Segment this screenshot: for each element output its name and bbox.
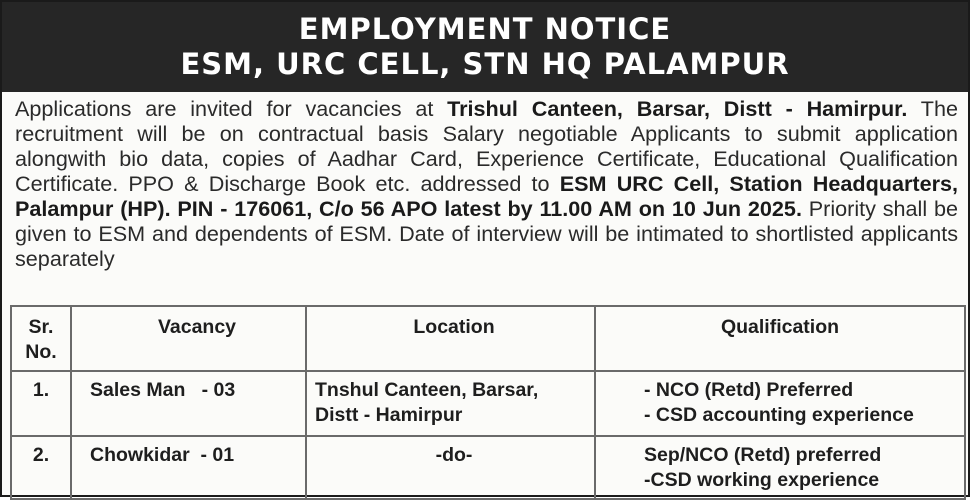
cell-sr: 2. bbox=[11, 436, 71, 499]
cell-location bbox=[306, 436, 595, 499]
location-line: Tnshul Canteen, Barsar, bbox=[315, 379, 539, 401]
qualification-line: -CSD working experience bbox=[644, 469, 880, 491]
cell-qualification bbox=[595, 371, 965, 436]
header-vacancy: Vacancy bbox=[71, 306, 306, 371]
header-sr-no: Sr. No. bbox=[11, 306, 71, 371]
qualification-line: - CSD accounting experience bbox=[644, 404, 914, 426]
cell-vacancy: Sales Man - 03 bbox=[71, 371, 306, 436]
qualification-line: Sep/NCO (Retd) preferred bbox=[644, 444, 882, 466]
cell-qualification bbox=[595, 436, 965, 499]
header-location: Location bbox=[306, 306, 595, 371]
table-header-row bbox=[11, 306, 965, 371]
qualification-line: - NCO (Retd) Preferred bbox=[644, 379, 854, 401]
table-row bbox=[11, 371, 965, 436]
location-line: Distt - Hamirpur bbox=[315, 404, 463, 426]
location-line: -do- bbox=[435, 444, 473, 466]
vacancy-table bbox=[10, 305, 966, 500]
body-text-2: The recruitment will be on contractual basis Salary negotiable Applicants to submit application alongwith bio data, copies of Aadhar Card, Experience Certificate, Educational Qualification Certificate. PPO & Discharge Book etc. addressed to bbox=[15, 96, 958, 196]
notice-body bbox=[2, 92, 968, 300]
cell-location bbox=[306, 371, 595, 436]
body-bold-address: ESM URC Cell, Station Headquarters, Palampur (HP). PIN - 176061, C/o 56 APO latest by 11.00 AM on 10 Jun 2025. bbox=[15, 171, 958, 221]
notice-subtitle: ESM, URC CELL, STN HQ PALAMPUR bbox=[180, 47, 790, 81]
table-row bbox=[11, 436, 965, 499]
header-qualification: Qualification bbox=[595, 306, 965, 371]
notice-title: EMPLOYMENT NOTICE bbox=[298, 12, 672, 46]
body-text-3: Priority shall be given to ESM and dependents of ESM. Date of interview will be intimated to shortlisted applicants separately bbox=[15, 196, 958, 271]
body-bold-location: Trishul Canteen, Barsar, Distt - Hamirpur. bbox=[447, 96, 908, 121]
body-text-1: Applications are invited for vacancies at bbox=[15, 96, 448, 121]
notice-header bbox=[2, 2, 968, 92]
cell-vacancy: Chowkidar - 01 bbox=[71, 436, 306, 499]
cell-sr: 1. bbox=[11, 371, 71, 436]
